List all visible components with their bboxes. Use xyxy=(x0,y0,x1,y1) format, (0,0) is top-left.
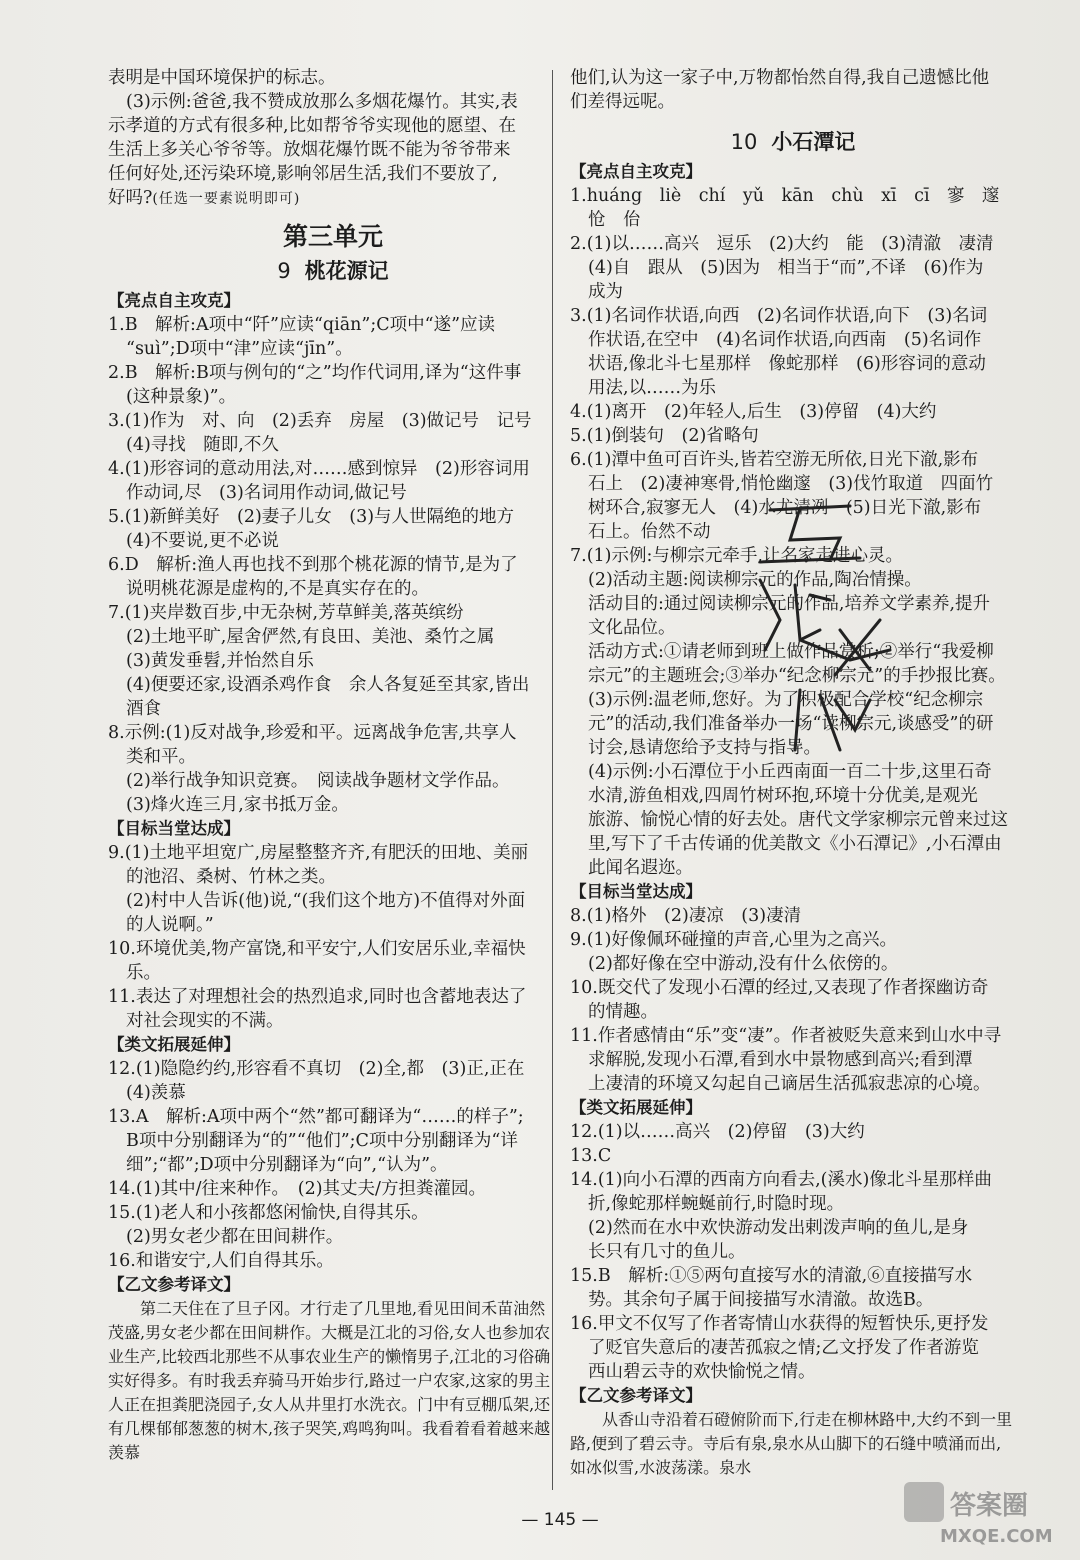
answer-line: (3)黄发垂髫,并怡然自乐 xyxy=(126,651,314,671)
answer-line: 14.(1)向小石潭的西南方向看去,(溪水)像北斗星那样曲 xyxy=(570,1170,992,1190)
section-heading: 【目标当堂达成】 xyxy=(108,819,240,838)
answer-line: 5.(1)新鲜美好 (2)妻子儿女 (3)与人世隔绝的地方 xyxy=(108,507,515,527)
answer-block xyxy=(108,313,558,817)
answer-line: 16.甲文不仅写了作者寄情山水获得的短暂快乐,更抒发 xyxy=(570,1314,989,1334)
answer-line: 酒食 xyxy=(126,699,161,719)
answer-block xyxy=(570,184,1016,880)
page-number xyxy=(480,1510,640,1530)
section-heading: 【亮点自主攻克】 xyxy=(108,291,240,310)
text-line: 任何好处,还污染环境,影响邻居生活,我们不要放了, xyxy=(108,164,498,184)
answer-line: 3.(1)作为 对、向 (2)丢弃 房屋 (3)做记号 记号 xyxy=(108,411,532,431)
right-column xyxy=(570,66,1016,1480)
answer-block xyxy=(108,1057,558,1273)
answer-line: B项中分别翻译为“的”“他们”;C项中分别翻译为“详 xyxy=(126,1131,518,1151)
section-heading: 【乙文参考译文】 xyxy=(108,1275,240,1294)
answer-block xyxy=(570,904,1016,1096)
answer-line: 西山碧云寺的欢快愉悦之情。 xyxy=(588,1362,816,1382)
translation-paragraph: 第二天住在了旦子冈。才行走了几里地,看见田间禾苗油然茂盛,男女老少都在田间耕作。大概是江北的习俗,女人也参加农业生产,比较西北那些不从事农业生产的懒惰男子,江北的习俗确实好得多。有时我丢弃骑马开始步行,路过一户农家,这家的男主人正在担粪肥浇园子,女人从井里打水洗衣。门中有豆棚瓜架,还有几棵郁郁葱葱的树木,孩子哭笑,鸡鸣狗叫。我看着看着越来越羡慕 xyxy=(108,1299,551,1462)
answer-line: 6.(1)潭中鱼可百许头,皆若空游无所依,日光下澈,影布 xyxy=(570,450,979,470)
answer-line: (3)烽火连三月,家书抵万金。 xyxy=(126,795,349,815)
answer-line: 石上。佁然不动 xyxy=(588,522,711,542)
answer-line: (2)活动主题:阅读柳宗元的作品,陶冶情操。 xyxy=(588,570,922,590)
answer-line: 作状语,在空中 (4)名词作状语,向西南 (5)名词作 xyxy=(588,330,982,350)
answer-line: 11.作者感情由“乐”变“凄”。作者被贬失意来到山水中寻 xyxy=(570,1026,1002,1046)
text-main: 好吗? xyxy=(108,188,153,208)
answer-line: 2.(1)以……高兴 逗乐 (2)大约 能 (3)清澈 凄清 xyxy=(570,234,994,254)
answer-line: (4)羡慕 xyxy=(126,1083,186,1103)
answer-line: 8.(1)格外 (2)凄凉 (3)凄清 xyxy=(570,906,802,926)
section-heading: 【类文拓展延伸】 xyxy=(108,1035,240,1054)
answer-line: 里,写下了千古传诵的优美散文《小石潭记》,小石潭由 xyxy=(588,834,1002,854)
answer-line: 石上 (2)凄神寒骨,悄怆幽邃 (3)伐竹取道 四面竹 xyxy=(588,474,994,494)
lesson-title xyxy=(570,126,1016,156)
answer-line: 3.(1)名词作状语,向西 (2)名词作状语,向下 (3)名词 xyxy=(570,306,988,326)
answer-line: 成为 xyxy=(588,282,623,302)
answer-line: (这种景象)”。 xyxy=(126,387,237,407)
answer-line: 12.(1)以……高兴 (2)停留 (3)大约 xyxy=(570,1122,865,1142)
answer-line: 讨会,恳请您给予支持与指导。 xyxy=(588,738,822,758)
text-line: (3)示例:爸爸,我不赞成放那么多烟花爆竹。其实,表 xyxy=(126,92,518,112)
watermark-url: MXQE.COM xyxy=(940,1526,1053,1547)
answer-line: (2)然而在水中欢快游动发出剌泼声响的鱼儿,是身 xyxy=(588,1218,969,1238)
answer-line: (4)寻找 随即,不久 xyxy=(126,435,279,455)
footer-dash: — xyxy=(581,1510,599,1530)
answer-line: 的情趣。 xyxy=(588,1002,658,1022)
answer-line: 12.(1)隐隐约约,形容看不真切 (2)全,都 (3)正,正在 xyxy=(108,1059,525,1079)
answer-line: 对社会现实的不满。 xyxy=(126,1011,284,1031)
answer-line: 7.(1)夹岸数百步,中无杂树,芳草鲜美,落英缤纷 xyxy=(108,603,464,623)
answer-line: 旅游、愉悦心情的好去处。唐代文学家柳宗元曾来过这 xyxy=(588,810,1008,830)
answer-line: 1.B 解析:A项中“阡”应读“qiān”;C项中“遂”应读 xyxy=(108,315,496,335)
answer-line: 4.(1)形容词的意动用法,对……感到惊异 (2)形容词用 xyxy=(108,459,530,479)
unit-title: 第三单元 xyxy=(282,222,383,251)
answer-line: “suì”;D项中“津”应读“jīn”。 xyxy=(126,339,353,359)
answer-line: 1.huáng liè chí yǔ kān chù xī cī 寥 邃 xyxy=(570,186,1000,206)
answer-line: (2)男女老少都在田间耕作。 xyxy=(126,1227,344,1247)
answer-line: 4.(1)离开 (2)年轻人,后生 (3)停留 (4)大约 xyxy=(570,402,937,422)
answer-line: 11.表达了对理想社会的热烈追求,同时也含蓄地表达了 xyxy=(108,987,527,1007)
watermark-logo xyxy=(900,1480,1070,1550)
answer-line: 活动方式:①请老师到班上做作品赏析;②举行“我爱柳 xyxy=(588,642,994,662)
answer-line: 元”的活动,我们准备举办一场“读柳宗元,谈感受”的研 xyxy=(588,714,994,734)
answer-line: 9.(1)土地平坦宽广,房屋整整齐齐,有肥沃的田地、美丽 xyxy=(108,843,529,863)
answer-line: 宗元”的主题班会;③举办“纪念柳宗元”的手抄报比赛。 xyxy=(588,666,1006,686)
page-number-value: 145 xyxy=(543,1510,577,1530)
text-line: 表明是中国环境保护的标志。 xyxy=(108,68,336,88)
answer-line: 7.(1)示例:与柳宗元牵手,让名家走进心灵。 xyxy=(570,546,903,566)
answer-line: 长只有几寸的鱼儿。 xyxy=(588,1242,746,1262)
answer-line: 14.(1)其中/往来种作。 (2)其丈夫/方担粪灌园。 xyxy=(108,1179,486,1199)
text-line: 他们,认为这一家子中,万物都怡然自得,我自己遗憾比他 xyxy=(570,68,990,88)
answer-line: 此闻名遐迩。 xyxy=(588,858,693,878)
footer-dash: — xyxy=(521,1510,539,1530)
answer-line: 水清,游鱼相戏,四周竹树环抱,环境十分优美,是观光 xyxy=(588,786,978,806)
text-line: 生活上多关心爷爷等。放烟花爆竹既不能为爷爷带来 xyxy=(108,140,511,160)
answer-line: (2)土地平旷,屋舍俨然,有良田、美池、桑竹之属 xyxy=(126,627,495,647)
answer-line: 15.B 解析:①⑤两句直接写水的清澈,⑥直接描写水 xyxy=(570,1266,973,1286)
answer-line: (4)不要说,更不必说 xyxy=(126,531,279,551)
text-note: (任选一要素说明即可) xyxy=(152,191,301,207)
answer-line: 5.(1)倒装句 (2)省略句 xyxy=(570,426,759,446)
answer-line: (2)村中人告诉(他)说,“(我们这个地方)不值得对外面 xyxy=(126,891,526,911)
answer-line: 势。其余句子属于间接描写水清澈。故选B。 xyxy=(588,1290,934,1310)
answer-line: 折,像蛇那样蜿蜒前行,时隐时现。 xyxy=(588,1194,845,1214)
lesson-number: 10 xyxy=(730,130,758,154)
answer-block xyxy=(108,841,558,1033)
section-heading: 【类文拓展延伸】 xyxy=(570,1098,702,1117)
answer-line: 16.和谐安宁,人们自得其乐。 xyxy=(108,1251,334,1271)
answer-line: 的池沼、桑树、竹林之类。 xyxy=(126,867,336,887)
answer-line: (4)示例:小石潭位于小丘西南面一百二十步,这里石奇 xyxy=(588,762,992,782)
answer-line: 9.(1)好像佩环碰撞的声音,心里为之高兴。 xyxy=(570,930,898,950)
answer-line: 类和平。 xyxy=(126,747,196,767)
answer-line: 了贬官失意后的凄苦孤寂之情;乙文抒发了作者游览 xyxy=(588,1338,979,1358)
answer-line: 6.D 解析:渔人再也找不到那个桃花源的情节,是为了 xyxy=(108,555,518,575)
left-top-block xyxy=(108,66,558,211)
answer-line: 作动词,尽 (3)名词用作动词,做记号 xyxy=(126,483,407,503)
answer-line: 说明桃花源是虚构的,不是真实存在的。 xyxy=(126,579,430,599)
answer-line: 树环合,寂寥无人 (4)水尤清冽 (5)日光下澈,影布 xyxy=(588,498,982,518)
answer-line: 8.示例:(1)反对战争,珍爱和平。远离战争危害,共享人 xyxy=(108,723,517,743)
lesson-title xyxy=(108,255,558,285)
answer-line: 用法,以……为乐 xyxy=(588,378,717,398)
translation-paragraph: 从香山寺沿着石磴俯阶而下,行走在柳林路中,大约不到一里路,便到了碧云寺。寺后有泉,泉水从山脚下的石缝中喷涌而出,如冰似雪,水波荡漾。泉水 xyxy=(570,1410,1013,1477)
answer-line: (2)举行战争知识竞赛。 阅读战争题材文学作品。 xyxy=(126,771,510,791)
answer-line: 10.环境优美,物产富饶,和平安宁,人们安居乐业,幸福快 xyxy=(108,939,526,959)
text-line: 示孝道的方式有很多种,比如帮爷爷实现他的愿望、在 xyxy=(108,116,517,136)
answer-line: 上凄清的环境又勾起自己谪居生活孤寂悲凉的心境。 xyxy=(588,1074,991,1094)
answer-line: 乐。 xyxy=(126,963,161,983)
answer-line: 10.既交代了发现小石潭的经过,又表现了作者探幽访奇 xyxy=(570,978,989,998)
text-line: 们差得远呢。 xyxy=(570,92,675,112)
answer-line: 活动目的:通过阅读柳宗元的作品,培养文学素养,提升 xyxy=(588,594,991,614)
section-heading: 【目标当堂达成】 xyxy=(570,882,702,901)
text-line xyxy=(108,186,558,211)
answer-line: (4)自 跟从 (5)因为 相当于“而”,不译 (6)作为 xyxy=(588,258,984,278)
answer-line: 15.(1)老人和小孩都悠闲愉快,自得其乐。 xyxy=(108,1203,429,1223)
lesson-name: 小石潭记 xyxy=(771,130,856,154)
answer-block xyxy=(570,1120,1016,1384)
answer-line: 求解脱,发现小石潭,看到水中景物感到高兴;看到潭 xyxy=(588,1050,973,1070)
answer-line: 2.B 解析:B项与例句的“之”均作代词用,译为“这件事 xyxy=(108,363,522,383)
section-heading: 【乙文参考译文】 xyxy=(570,1386,702,1405)
answer-line: 状语,像北斗七星那样 像蛇那样 (6)形容词的意动 xyxy=(588,354,986,374)
answer-line: 13.A 解析:A项中两个“然”都可翻译为“……的样子”; xyxy=(108,1107,524,1127)
answer-line: 怆 佁 xyxy=(588,210,641,230)
answer-line: (2)都好像在空中游动,没有什么依傍的。 xyxy=(588,954,899,974)
answer-line: 的人说啊。” xyxy=(126,915,214,935)
answer-line: 细”;“都”;D项中分别翻译为“向”,“认为”。 xyxy=(126,1155,448,1175)
answer-line: (4)便要还家,设酒杀鸡作食 余人各复延至其家,皆出 xyxy=(126,675,530,695)
section-heading: 【亮点自主攻克】 xyxy=(570,162,702,181)
lesson-name: 桃花源记 xyxy=(304,259,389,283)
answer-line: 13.C xyxy=(570,1146,612,1166)
answer-line: 文化品位。 xyxy=(588,618,676,638)
lesson-number: 9 xyxy=(277,259,291,283)
left-column xyxy=(108,66,558,1465)
answer-line: (3)示例:温老师,您好。为了积极配合学校“纪念柳宗 xyxy=(588,690,984,710)
watermark-text: 答案圈 xyxy=(950,1491,1029,1521)
